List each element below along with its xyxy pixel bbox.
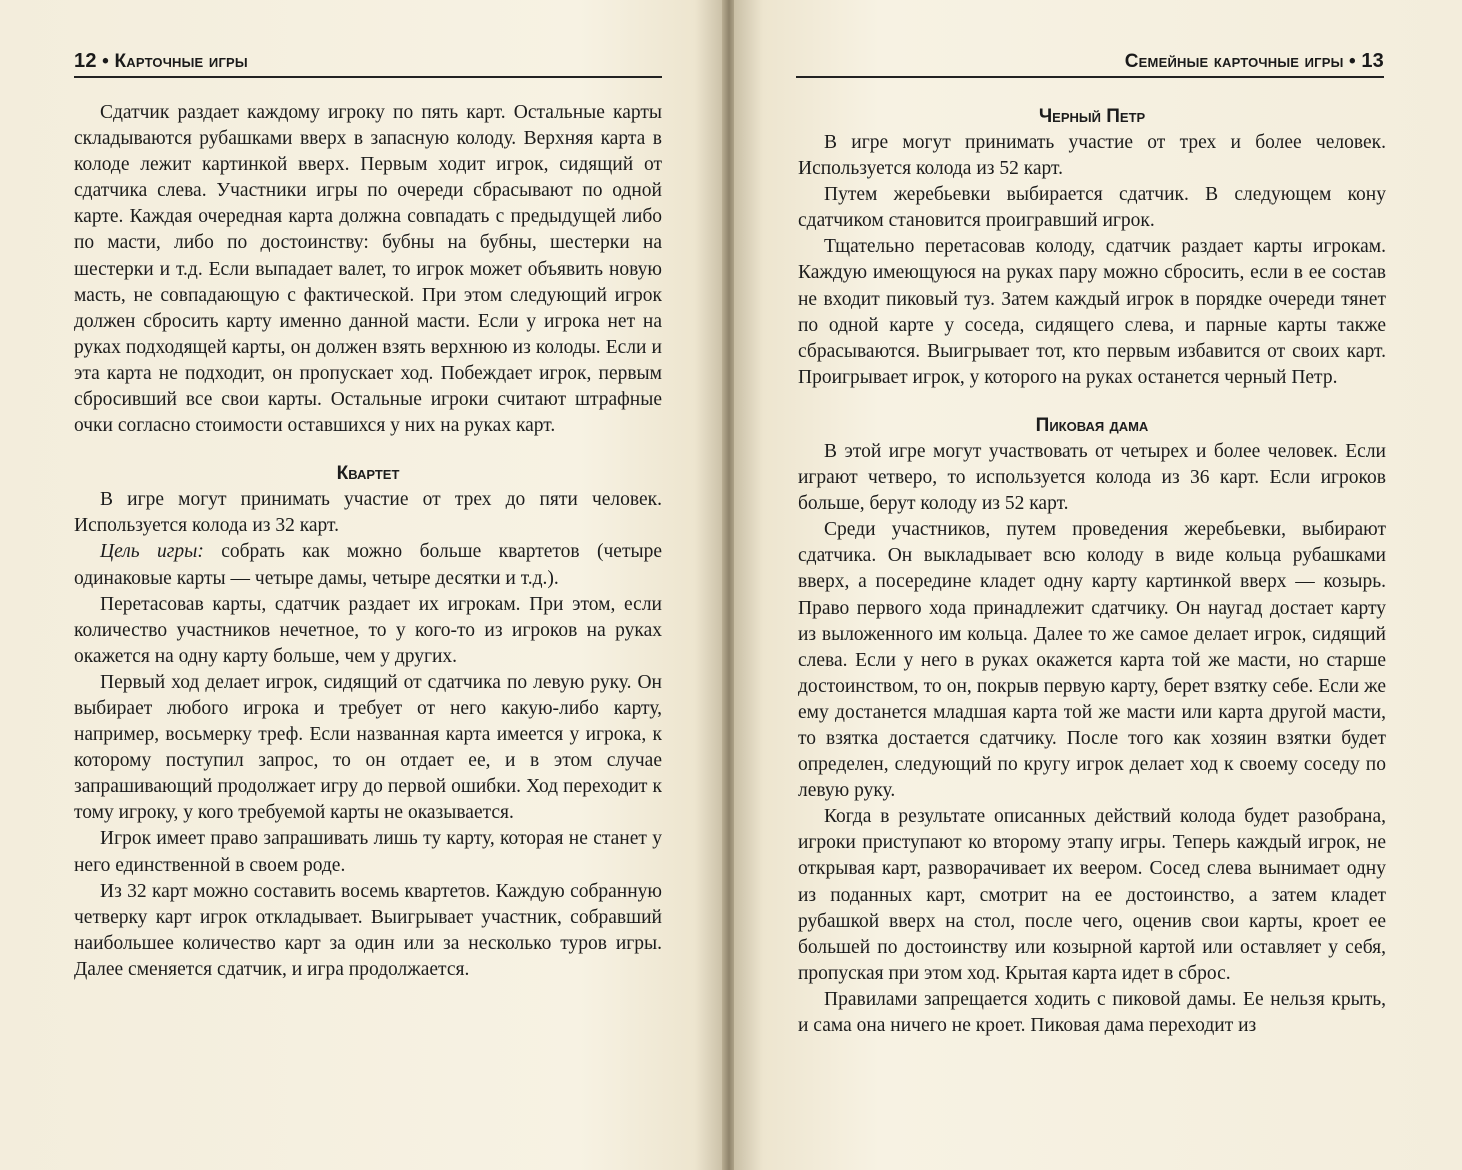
goal-label: Цель игры: <box>100 541 204 563</box>
section-title-kvartet: Квартет <box>336 463 400 485</box>
paragraph: Первый ход делает игрок, сидящий от сдатчика по левую руку. Он выбирает любого игрока и требует от него какую-либо карту, например, восьмерку треф. Если названная карта имеется у игрока, к которому поступил запрос, то он отдает ее, и в этом случае запрашивающий продолжает игру до первой ошибки. Ход переходит к тому игроку, у кого требуемой карты не оказывается. <box>74 671 662 824</box>
paragraph: Тщательно перетасовав колоду, сдатчик раздает карты игрокам. Каждую имеющуюся на руках пару можно сбросить, если в ее состав не входит пиковый туз. Затем каждый игрок в порядке очереди тянет по одной карте у соседа, сидящего слева, и парные карты также сбрасываются. Выигрывает тот, кто первым избавится от своих карт. Проигрывает игрок, у которого на руках останется черный Петр. <box>798 236 1386 388</box>
left-page-body <box>74 100 662 983</box>
right-page-header <box>796 50 1384 78</box>
right-page <box>734 0 1462 1170</box>
paragraph: Перетасовав карты, сдатчик раздает их игрокам. При этом, если количество участников нечетное, то у кого-то из игроков на руках окажется на одну карту больше, чем у других. <box>74 593 662 667</box>
header-separator: • <box>102 51 109 72</box>
page-number: 12 <box>74 50 97 72</box>
goal-text: собрать как можно больше квартетов (четыре одинаковые карты — четыре дамы, четыре десятки и т.д.). <box>74 541 662 589</box>
paragraph: Среди участников, путем проведения жеребьевки, выбирают сдатчика. Он выкладывает всю колоду в виде кольца рубашками вверх, а посередине кладет одну карту картинкой вверх — козырь. Право первого хода принадлежит сдатчику. Он наугад достает карту из выложенного им кольца. Далее то же самое делает игрок, сидящий слева. Если у него в руках окажется карта той же масти, но старше достоинством, то он, покрыв первую карту, берет взятку себе. Если же ему достанется младшая карта той же масти или карта другой масти, то взятка достается сдатчику. После того как хозяин взятки будет определен, следующий по кругу игрок делает ход к своему соседу по левую руку. <box>798 519 1386 802</box>
left-page <box>0 0 724 1170</box>
paragraph: Игрок имеет право запрашивать лишь ту карту, которая не станет у него единственной в своем роде. <box>74 828 662 876</box>
paragraph: Путем жеребьевки выбирается сдатчик. В следующем кону сдатчиком становится проигравший игрок. <box>798 184 1386 232</box>
paragraph: В игре могут принимать участие от трех до пяти человек. Используется колода из 32 карт. <box>74 489 662 537</box>
right-page-body <box>798 104 1386 1039</box>
goal-paragraph <box>74 539 662 591</box>
running-title: Карточные игры <box>114 51 248 72</box>
paragraph: Правилами запрещается ходить с пиковой дамы. Ее нельзя крыть, и сама она ничего не кроет. Пиковая дама переходит из <box>798 988 1386 1036</box>
running-title: Семейные карточные игры <box>1124 51 1344 72</box>
left-page-header <box>74 50 662 78</box>
paragraph: В игре могут принимать участие от трех и более человек. Используется колода из 52 карт. <box>798 132 1386 180</box>
paragraph: Из 32 карт можно составить восемь квартетов. Каждую собранную четверку карт игрок откладывает. Выигрывает участник, собравший наибольшее количество карт за один или за несколько туров игры. Далее сменяется сдатчик, и игра продолжается. <box>74 880 662 980</box>
section-title-pikovaya-dama: Пиковая дама <box>1035 414 1149 436</box>
paragraph: Когда в результате описанных действий колода будет разобрана, игроки приступают ко второму этапу игры. Теперь каждый игрок, не открывая карт, разворачивает их веером. Сосед слева вынимает одну из поданных карт, смотрит на ее достоинство, а затем кладет рубашкой вверх на стол, после чего, оценив свои карты, кроет ее большей по достоинству или козырной картой или оставляет у себя, пропуская при этом ход. Крытая карта идет в сброс. <box>798 806 1386 984</box>
paragraph: В этой игре могут участвовать от четырех и более человек. Если играют четверо, то используется колода из 36 карт. Если игроков больше, берут колоду из 52 карт. <box>798 440 1386 515</box>
section-title-cherny-petr: Черный Петр <box>1038 106 1146 127</box>
intro-paragraph: Сдатчик раздает каждому игроку по пять карт. Остальные карты складываются рубашками вверх в запасную колоду. Верхняя карта в колоде лежит картинкой вверх. Первым ходит игрок, сидящий от сдатчика слева. Участники игры по очереди сбрасывают по одной карте. Каждая очередная карта должна совпадать с предыдущей либо по масти, либо по достоинству: бубны на бубны, шестерки на шестерки и т.д. Если выпадает валет, то игрок может объявить новую масть, не совпадающую с фактической. При этом следующий игрок должен сбросить карту именно данной масти. Если у игрока нет на руках подходящей карты, он должен взять верхнюю из колоды. Если и эта карта не подходит, он пропускает ход. Побеждает игрок, первым сбросивший все свои карты. Остальные игроки считают штрафные очки согласно стоимости оставшихся у них на руках карт. <box>74 102 662 437</box>
header-separator: • <box>1349 51 1356 72</box>
page-number: 13 <box>1361 50 1384 72</box>
